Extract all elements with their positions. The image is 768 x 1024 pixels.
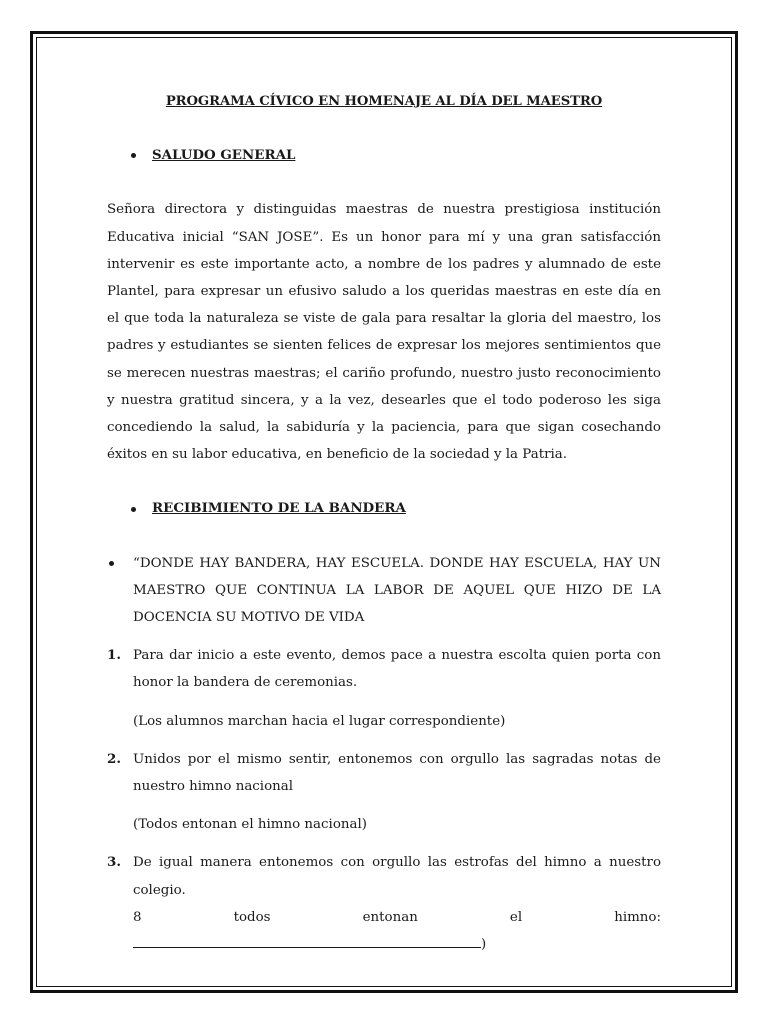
stage-direction: (Los alumnos marchan hacia el lugar correspondiente) <box>133 713 506 729</box>
saludo-paragraph: Señora directora y distinguidas maestras de nuestra prestigiosa institución Educativa inicial “SAN JOSE”. Es un honor para mí y una gran satisfacción intervenir es este importante acto, a nombre de los padres y alumnado de este Plantel, para expresar un efusivo saludo a los queridas maestras en este día en el que toda la naturaleza se viste de gala para resaltar la gloria del maestro, los padres y estudiantes se sienten felices de expresar los mejores sentimientos que se merecen nuestras maestras; el cariño profundo, nuestro justo reconocimiento y nuestra gratitud sincera, y a la vez, desearles que el todo poderoso les siga concediendo la salud, la sabiduría y la paciencia, para que sigan cosechando éxitos en su labor educativa, en beneficio de la sociedad y la Patria. <box>107 202 661 463</box>
section-heading-bandera <box>107 495 661 522</box>
list-item-body <box>133 849 661 958</box>
list-item-text: Unidos por el mismo sentir, entonemos con orgullo las sagradas notas de nuestro himno nacional <box>133 751 661 795</box>
section-heading-saludo-text: SALUDO GENERAL <box>152 147 296 164</box>
fill-in-blank <box>133 933 481 948</box>
quote-item <box>107 550 661 632</box>
list-item-text: Para dar inicio a este evento, demos pace a nuestra escolta quien porta con honor la bandera de ceremonias. <box>133 648 661 691</box>
list-item <box>107 746 661 800</box>
list-number: 2. <box>107 750 121 767</box>
bullet-icon <box>131 507 136 512</box>
list-item <box>107 642 661 696</box>
list-number: 3. <box>107 854 121 871</box>
document-page <box>107 88 661 958</box>
list-item <box>107 849 661 958</box>
fill-line-prefix: 8 todos entonan el himno: <box>133 909 661 925</box>
stage-direction: (Todos entonan el himno nacional) <box>133 817 367 833</box>
section-heading-bandera-text: RECIBIMIENTO DE LA BANDERA <box>152 500 406 517</box>
section-heading-saludo <box>107 142 661 169</box>
quote-text: “DONDE HAY BANDERA, HAY ESCUELA. DONDE HAY ESCUELA, HAY UN MAESTRO QUE CONTINUA LA LABOR DE AQUEL QUE HIZO DE LA DOCENCIA SU MOTIVO DE VIDA <box>133 555 661 626</box>
document-title: PROGRAMA CÍVICO EN HOMENAJE AL DÍA DEL MAESTRO <box>165 94 603 109</box>
list-number: 1. <box>107 647 121 664</box>
fill-line-suffix: ) <box>481 937 487 953</box>
bullet-icon <box>131 153 136 158</box>
list-item-text: De igual manera entonemos con orgullo las estrofas del himno a nuestro colegio. <box>133 855 661 898</box>
list-item-text-line2 <box>133 904 661 958</box>
bullet-icon <box>107 550 133 632</box>
